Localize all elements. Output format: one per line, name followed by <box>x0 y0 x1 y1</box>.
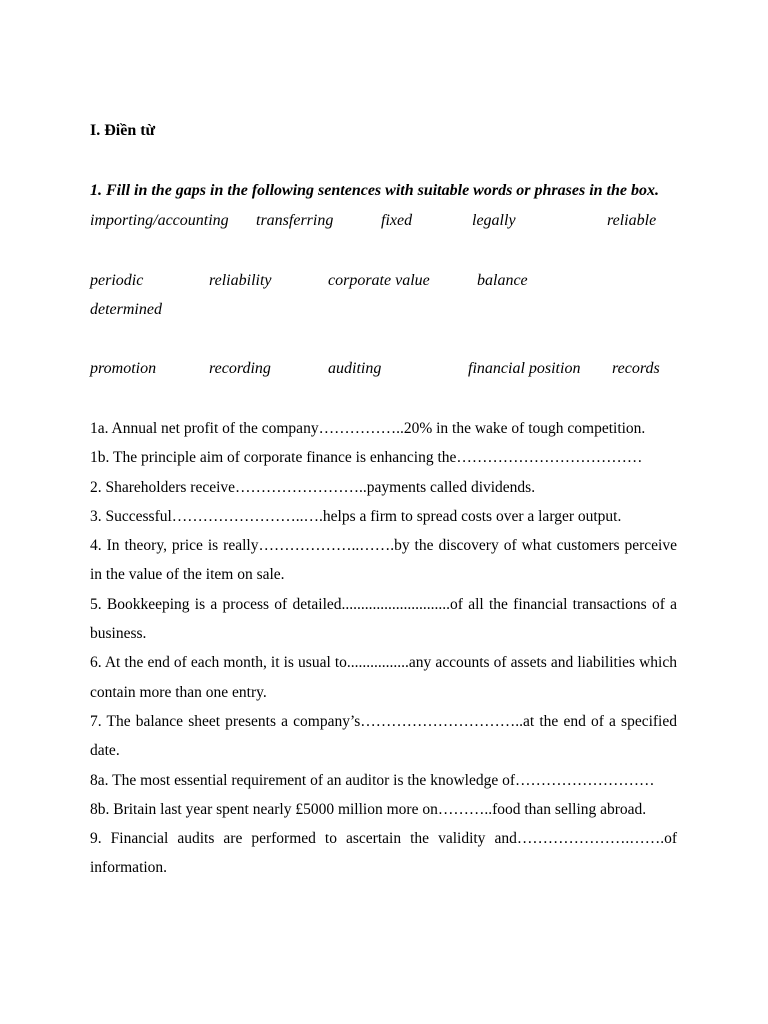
word-option: balance <box>477 272 528 289</box>
exercise-instruction: 1. Fill in the gaps in the following sentences with suitable words or phrases in the box. <box>90 182 659 199</box>
question-list <box>90 414 677 883</box>
question-item: 1b. The principle aim of corporate finance is enhancing the……………………………… <box>90 449 643 467</box>
question-item: 2. Shareholders receive……………………..payments called dividends. <box>90 478 536 496</box>
word-option: financial position <box>468 360 581 377</box>
word-option: records <box>612 360 660 377</box>
question-item: 6. At the end of each month, it is usual to................any accounts of assets and liabilities which contain more than one entry. <box>90 654 677 701</box>
document-page <box>90 0 677 1024</box>
word-option: legally <box>472 212 516 229</box>
word-option: corporate value <box>328 272 430 289</box>
question-item: 9. Financial audits are performed to ascertain the validity and………………….…….of information. <box>90 830 677 877</box>
word-option: recording <box>209 360 271 377</box>
question-item: 7. The balance sheet presents a company’s…………………………..at the end of a specified date. <box>90 712 677 760</box>
question-item: 8a. The most essential requirement of an auditor is the knowledge of……………………… <box>90 771 655 789</box>
word-option: periodic <box>90 272 144 289</box>
word-option: reliability <box>209 272 272 289</box>
word-option: fixed <box>381 212 413 229</box>
word-option: auditing <box>328 360 382 377</box>
question-item: 4. In theory, price is really………………..…….by the discovery of what customers perceive in the value of the item on sale. <box>90 537 677 584</box>
word-option: importing/accounting <box>90 212 229 229</box>
question-item: 8b. Britain last year spent nearly £5000 million more on………..food than selling abroad. <box>90 800 647 818</box>
word-option: determined <box>90 301 162 318</box>
word-option: transferring <box>256 212 334 229</box>
word-option: reliable <box>607 212 657 229</box>
question-item: 1a. Annual net profit of the company……………..20% in the wake of tough competition. <box>90 420 646 437</box>
question-item: 3. Successful……………………..….helps a firm to spread costs over a larger output. <box>90 507 622 525</box>
section-title: I. Điền từ <box>90 122 156 139</box>
question-item: 5. Bookkeeping is a process of detailed............................of all the financial transactions of a business. <box>90 595 677 643</box>
word-option: promotion <box>90 360 157 377</box>
